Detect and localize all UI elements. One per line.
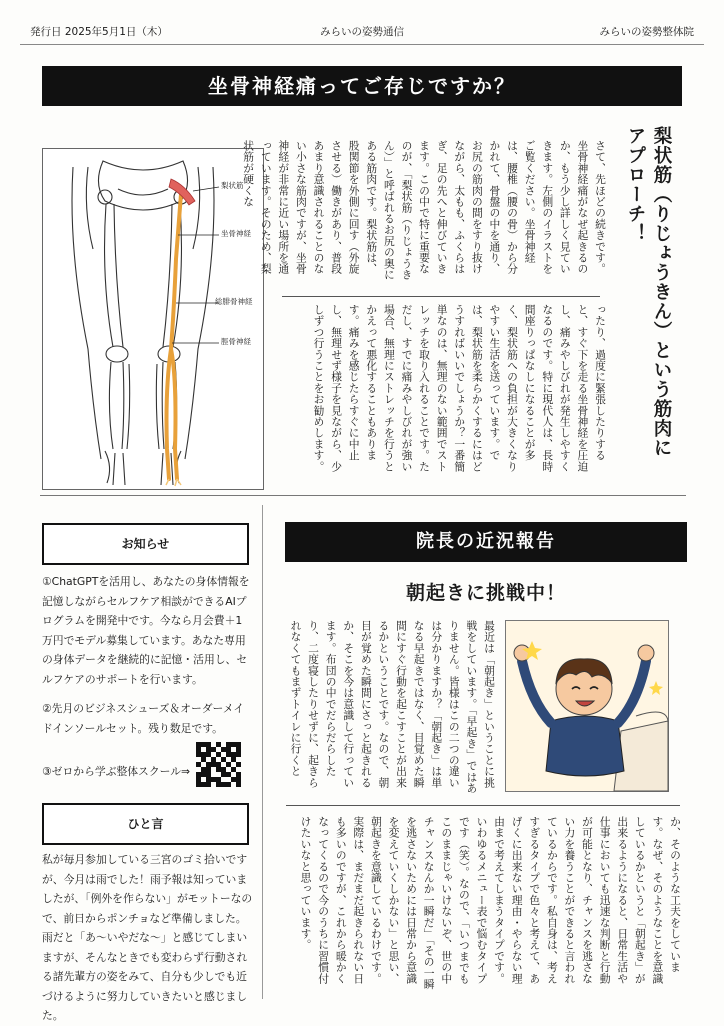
leg-anatomy-figure: [43, 149, 263, 489]
director-body-upper: 最近は「朝起き」ということに挑戦をしています。「早起き」ではありません。皆様はこの二つの違いは分かりますか？「朝起き」は単なる早起きではなく、目覚めた瞬間にすぐ行動を起こすことが出来るかということです。なので、朝目が覚めた瞬間にさっと起きれるか、そこを今は意識して行っています。布団の中でだらだらしたり、二度寝したりせずに、起きられなくてもまずトイレに行くと: [289, 620, 496, 794]
notice-item-school: ③ゼロから学ぶ整体スクール⇒: [42, 765, 191, 778]
clinic-name: みらいの姿勢整体院: [599, 26, 694, 38]
label-tibial-nerve: 脛骨神経: [221, 337, 251, 346]
sciatica-body-lower: ったり、過度に緊張したりすると、すぐ下を走る坐骨神経を圧迫し、痛みやしびれが発生しやすくなるのです。特に現代人は、長時間座りっぱなしになることが多く、梨状筋への負担が大きくなりやすい生活を送っています。では、梨状筋を柔らかくするにはどうすればいいでしょうか？一番簡単なのは、無理のない範囲でストレッチを取り入れることです。ただし、すでに痛みやしびれが強い場合、無理にストレッチを行うとかえって悪化することもあります。痛みを感じたらすぐに中止し、無理せず様子を見ながら、少しずつ行うことをお勧めします。: [312, 304, 607, 472]
hitokoto-heading: ひと言: [42, 803, 249, 845]
sciatica-banner: 坐骨神経痛ってご存じですか？: [42, 66, 682, 106]
piriformis-subtitle: 梨状筋（りじょうきん）という筋肉にアプローチ！: [625, 126, 672, 458]
header-rule: [20, 44, 704, 45]
director-column-divider: [286, 805, 680, 806]
director-body-lower: か、そのような工夫をしています。なぜ、そのようなことを意識しているかというと「朝起き」が出来るようになると、日常生活や仕事においても迅速な判断と行動が可能となり、チャンスを逃さない力を養うことができると言われているからです。私自身は、考えすぎるタイプで色々と考えて、あげくに出来ない理由・やらない理由まで考えてしまうタイプです。いわゆるメニュー表で悩むタイプです（笑）。なので、「いつまでもこのままじゃいけないぞ、世の中チャンスなんか一瞬だ」「その一瞬を逃さないためには日常から意識を変えていくしかない」と思い、朝起きを意識しているわけです。実際は、まだまだ起きられない日も多いのですが、これから暖かくなってくるので今のうちに習慣付けたいなと思っています。: [299, 816, 682, 990]
label-sciatic-nerve: 坐骨神経: [221, 229, 251, 238]
vertical-rule: [262, 505, 263, 999]
column-divider: [282, 296, 600, 297]
hitokoto-body: 私が毎月参加している三宮のゴミ拾いですが、今月は雨でした！雨予報は知っていましたが、「例外を作らない」がモットーなので、前日からポンチョなど準備しました。雨だと「あ〜いやだな〜」と感じてしまいますが、そんなときでも変わらず行動される諸先輩方の姿をみて、自分も少しでも近づけるように努力していきたいと感じました。: [42, 853, 253, 1022]
notice-item-insole: ②先月のビジネスシューズ＆オーダーメイドインソールセット。残り数足です。: [42, 702, 245, 735]
issue-date: 発行日 2025年5月1日（木）: [30, 26, 168, 38]
sciatic-nerve-illustration: [42, 148, 264, 490]
director-subtitle: 朝起きに挑戦中！: [405, 582, 566, 604]
sciatica-body-upper: さて、先ほどの続きです。坐骨神経痛がなぜ起きるのか、もう少し詳しく見ていきます。左側のイラストをご覧ください。坐骨神経は、腰椎（腰の骨）から分かれて、骨盤の中を通り、お尻の筋肉の間をすり抜けながら、太もも、ふくらはぎ、足の先へと伸びていきます。この中で特に重要なのが、「梨状筋（りじょうきん）」と呼ばれるお尻の奥にある筋肉です。梨状筋は、股関節を外側に回す（外旋させる）働きがあり、普段あまり意識されることのない小さな筋肉ですが、坐骨神経が非常に近い場所を通っています。そのため、梨状筋が硬くな: [242, 140, 607, 281]
stretching-boy-figure: [506, 621, 668, 791]
morning-boy-illustration: [505, 620, 669, 792]
qr-code-icon[interactable]: [196, 742, 241, 787]
director-banner: 院長の近況報告: [285, 522, 687, 562]
label-common-peroneal-nerve: 総腓骨神経: [215, 297, 253, 306]
notice-heading: お知らせ: [42, 523, 249, 565]
newsletter-name: みらいの姿勢通信: [320, 26, 404, 38]
section-rule: [40, 495, 686, 496]
label-piriformis: 梨状筋: [221, 181, 244, 190]
notice-item-ai: ①ChatGPTを活用し、あなたの身体情報を記憶しながらセルフケア相談ができるAIプログラムを開発中です。今なら月会費＋1万円でモデル募集しています。あなた専用の身体データを継続的に記憶・活用し、セルフケアのサポートを行います。: [42, 575, 250, 686]
